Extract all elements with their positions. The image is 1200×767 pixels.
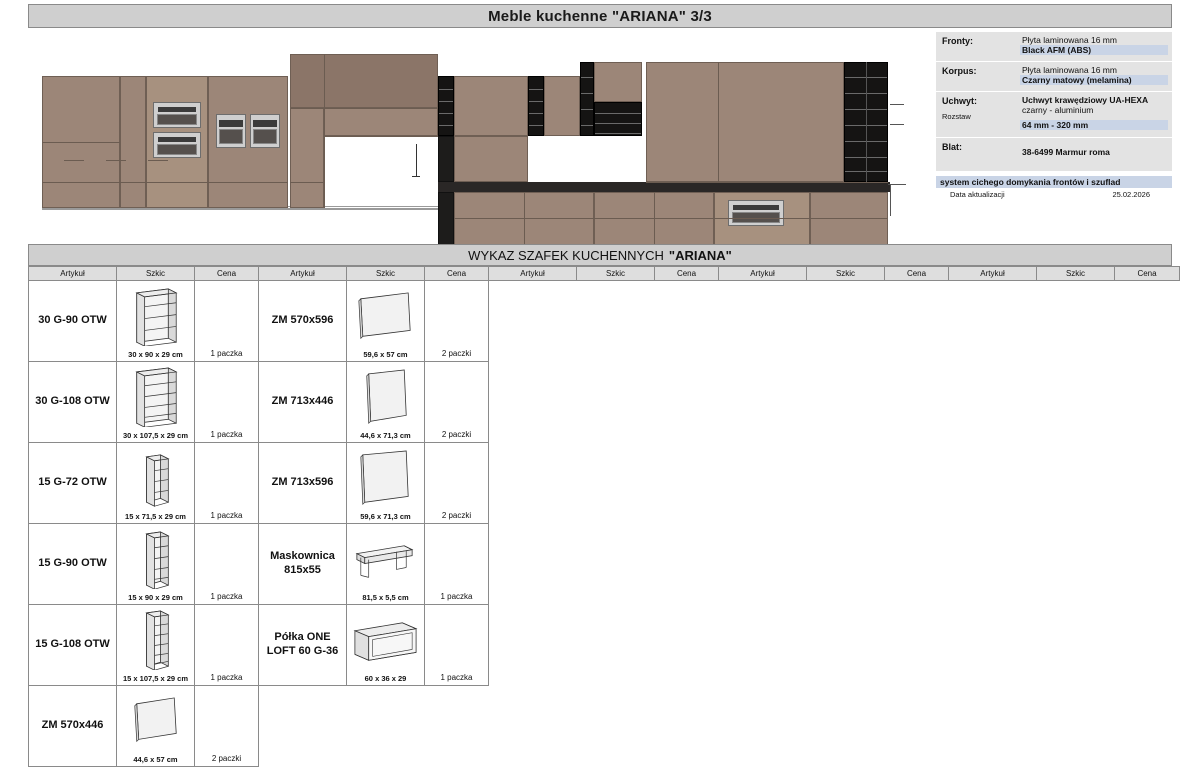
empty-cell bbox=[807, 686, 885, 767]
empty-cell bbox=[489, 524, 577, 605]
table-row bbox=[29, 443, 1180, 524]
spec-label-uchwyt bbox=[936, 92, 1016, 137]
dim-15-g-108-otw: 15 x 107,5 x 29 cm bbox=[122, 674, 189, 683]
oven-lower-glass bbox=[157, 144, 197, 156]
front-panel-wide-icon bbox=[117, 690, 194, 751]
spec-value-uchwyt-line1: Uchwyt krawędziowy UA-HEXA bbox=[1022, 95, 1149, 105]
empty-cell bbox=[1115, 605, 1180, 686]
sketch-30-g-90-otw bbox=[117, 281, 195, 362]
empty-cell bbox=[489, 443, 577, 524]
empty-cell bbox=[1115, 281, 1180, 362]
packs-zm-713x596: 2 paczki bbox=[441, 511, 472, 520]
empty-cell bbox=[577, 281, 655, 362]
spec-value-rozstaw: 64 mm - 320 mm bbox=[1020, 120, 1168, 130]
dimension-arrow-head bbox=[412, 176, 420, 177]
built-in-oven-display bbox=[733, 205, 778, 210]
spec-note-soft-close: system cichego domykania frontów i szuflad bbox=[936, 176, 1172, 188]
empty-cell bbox=[489, 605, 577, 686]
base-cabinet-1 bbox=[454, 136, 528, 182]
price-zm-713x596 bbox=[425, 443, 489, 524]
divider-line-1 bbox=[42, 142, 120, 143]
empty-cell bbox=[1037, 281, 1115, 362]
table-row bbox=[29, 281, 1180, 362]
article-polka-one-loft-60-g-36: Półka ONE LOFT 60 G-36 bbox=[259, 605, 347, 686]
empty-cell bbox=[885, 443, 949, 524]
caption-plain: WYKAZ SZAFEK KUCHENNYCH bbox=[468, 247, 664, 263]
cabinet-list-section bbox=[28, 244, 1172, 767]
packs-15-g-108-otw: 1 paczka bbox=[210, 673, 243, 682]
spec-label-fronty: Fronty: bbox=[936, 32, 1016, 61]
open-shelf-dark-2 bbox=[528, 76, 544, 136]
empty-cell bbox=[655, 443, 719, 524]
table-row bbox=[29, 605, 1180, 686]
front-panel-square-icon bbox=[347, 447, 424, 508]
kitchen-elevation-drawing bbox=[28, 32, 928, 232]
article-zm-570x446: ZM 570x446 bbox=[29, 686, 117, 767]
vertical-seam-2 bbox=[524, 192, 525, 246]
article-30-g-108-otw: 30 G-108 OTW bbox=[29, 362, 117, 443]
dim-zm-713x596: 59,6 x 71,3 cm bbox=[360, 512, 411, 521]
table-row bbox=[29, 686, 1180, 767]
base-cabinet-4 bbox=[810, 192, 888, 246]
narrow-open-shelf-icon bbox=[117, 528, 194, 589]
article-30-g-90-otw: 30 G-90 OTW bbox=[29, 281, 117, 362]
empty-cell bbox=[577, 605, 655, 686]
caption-bold: "ARIANA" bbox=[668, 247, 732, 263]
packs-maskownica-815x55: 1 paczka bbox=[440, 592, 473, 601]
sketch-15-g-72-otw bbox=[117, 443, 195, 524]
article-15-g-72-otw: 15 G-72 OTW bbox=[29, 443, 117, 524]
sketch-zm-570x446 bbox=[117, 686, 195, 767]
packs-zm-570x446: 2 paczki bbox=[211, 754, 242, 763]
price-15-g-72-otw bbox=[195, 443, 259, 524]
empty-cell bbox=[347, 686, 425, 767]
divider-line-5 bbox=[290, 108, 438, 109]
spec-value-fronty-line2: Black AFM (ABS) bbox=[1020, 45, 1168, 55]
wall-cabinet-3 bbox=[594, 62, 642, 102]
sketch-zm-570x596 bbox=[347, 281, 425, 362]
edge-tick-4 bbox=[890, 184, 891, 216]
microwave-left-glass bbox=[219, 129, 244, 144]
empty-cell bbox=[1037, 605, 1115, 686]
divider-line-4 bbox=[290, 182, 324, 183]
empty-cell bbox=[719, 362, 807, 443]
oven-lower-display bbox=[158, 137, 197, 142]
dark-filler-1 bbox=[438, 136, 454, 182]
dim-maskownica-815x55: 81,5 x 5,5 cm bbox=[362, 593, 409, 602]
empty-cell bbox=[1115, 443, 1180, 524]
price-30-g-90-otw bbox=[195, 281, 259, 362]
empty-cell bbox=[577, 524, 655, 605]
dim-zm-713x446: 44,6 x 71,3 cm bbox=[360, 431, 411, 440]
microwave-left bbox=[216, 114, 246, 148]
front-panel-wide-icon bbox=[347, 285, 424, 346]
spec-value-korpus bbox=[1016, 62, 1172, 91]
front-panel-tall-icon bbox=[347, 366, 424, 427]
specification-panel bbox=[936, 32, 1172, 240]
oven-upper-display bbox=[158, 107, 197, 112]
packs-zm-570x596: 2 paczki bbox=[441, 349, 472, 358]
price-15-g-90-otw bbox=[195, 524, 259, 605]
col-article-4: Artykuł bbox=[719, 267, 807, 281]
empty-cell bbox=[719, 281, 807, 362]
col-sketch-5: Szkic bbox=[1037, 267, 1115, 281]
spec-row-uchwyt bbox=[936, 92, 1172, 138]
dimension-arrow bbox=[416, 144, 417, 176]
oven-upper-glass bbox=[157, 114, 197, 126]
dim-zm-570x446: 44,6 x 57 cm bbox=[133, 755, 178, 764]
dim-15-g-90-otw: 15 x 90 x 29 cm bbox=[128, 593, 183, 602]
edge-tick-2 bbox=[890, 124, 904, 125]
empty-cell bbox=[577, 443, 655, 524]
empty-cell bbox=[807, 443, 885, 524]
col-sketch-4: Szkic bbox=[807, 267, 885, 281]
empty-cell bbox=[655, 686, 719, 767]
empty-cell bbox=[949, 524, 1037, 605]
col-price-2: Cena bbox=[425, 267, 489, 281]
empty-cell bbox=[425, 686, 489, 767]
spec-value-korpus-line1: Płyta laminowana 16 mm bbox=[1022, 65, 1117, 75]
upper-cabinet-block bbox=[290, 54, 438, 108]
empty-cell bbox=[949, 605, 1037, 686]
upper-cabinet-block-lower bbox=[324, 108, 438, 136]
microwave-right-display bbox=[253, 120, 277, 127]
sketch-polka-one-loft-60-g-36 bbox=[347, 605, 425, 686]
sketch-15-g-108-otw bbox=[117, 605, 195, 686]
empty-cell bbox=[807, 362, 885, 443]
open-box-shelf-icon bbox=[347, 609, 424, 670]
handle-line-1 bbox=[64, 160, 84, 161]
microwave-right bbox=[250, 114, 280, 148]
empty-cell bbox=[489, 362, 577, 443]
wall-cabinet-2 bbox=[544, 76, 580, 136]
empty-cell bbox=[655, 281, 719, 362]
packs-zm-713x446: 2 paczki bbox=[441, 430, 472, 439]
divider-line-8 bbox=[646, 182, 888, 183]
worktop-band-right bbox=[438, 182, 890, 192]
spec-value-uchwyt bbox=[1016, 92, 1172, 137]
spec-row-blat bbox=[936, 138, 1172, 172]
empty-cell bbox=[1037, 362, 1115, 443]
tall-open-shelf-icon bbox=[117, 285, 194, 346]
empty-cell bbox=[1115, 362, 1180, 443]
empty-cell bbox=[719, 443, 807, 524]
col-article-1: Artykuł bbox=[29, 267, 117, 281]
divider-line-7 bbox=[454, 218, 888, 219]
empty-cell bbox=[807, 605, 885, 686]
sketch-zm-713x446 bbox=[347, 362, 425, 443]
spec-label-korpus: Korpus: bbox=[936, 62, 1016, 91]
packs-30-g-108-otw: 1 paczka bbox=[210, 430, 243, 439]
spec-value-blat-line1: 38-6499 Marmur roma bbox=[1022, 147, 1110, 157]
sketch-15-g-90-otw bbox=[117, 524, 195, 605]
vertical-seam-5 bbox=[866, 62, 867, 182]
empty-cell bbox=[489, 686, 577, 767]
packs-30-g-90-otw: 1 paczka bbox=[210, 349, 243, 358]
empty-cell bbox=[949, 686, 1037, 767]
empty-cell bbox=[719, 524, 807, 605]
spec-date-value: 25.02.2026 bbox=[1112, 190, 1150, 199]
packs-polka-one-loft-60-g-36: 1 paczka bbox=[440, 673, 473, 682]
tall-cabinet-left-2 bbox=[120, 76, 146, 208]
empty-cell bbox=[1115, 686, 1180, 767]
empty-cell bbox=[655, 524, 719, 605]
spec-value-fronty bbox=[1016, 32, 1172, 61]
dim-30-g-108-otw: 30 x 107,5 x 29 cm bbox=[122, 431, 189, 440]
dim-15-g-72-otw: 15 x 71,5 x 29 cm bbox=[125, 512, 186, 521]
dim-30-g-90-otw: 30 x 90 x 29 cm bbox=[128, 350, 183, 359]
article-15-g-108-otw: 15 G-108 OTW bbox=[29, 605, 117, 686]
empty-cell bbox=[949, 281, 1037, 362]
spec-date-row bbox=[936, 188, 1172, 199]
empty-cell bbox=[719, 605, 807, 686]
price-zm-570x446 bbox=[195, 686, 259, 767]
dim-polka-one-loft-60-g-36: 60 x 36 x 29 bbox=[364, 674, 407, 683]
divider-line-3 bbox=[208, 182, 288, 183]
spec-value-blat bbox=[1016, 138, 1172, 171]
empty-cell bbox=[885, 524, 949, 605]
col-price-1: Cena bbox=[195, 267, 259, 281]
microwave-right-glass bbox=[253, 129, 278, 144]
empty-cell bbox=[489, 281, 577, 362]
empty-cell bbox=[1115, 524, 1180, 605]
vertical-seam-3 bbox=[654, 192, 655, 246]
spec-value-korpus-line2: Czarny matowy (melamina) bbox=[1020, 75, 1168, 85]
page-title: Meble kuchenne "ARIANA" 3/3 bbox=[488, 7, 712, 25]
divider-line-2 bbox=[42, 182, 208, 183]
col-price-3: Cena bbox=[655, 267, 719, 281]
price-30-g-108-otw bbox=[195, 362, 259, 443]
article-zm-713x446: ZM 713x446 bbox=[259, 362, 347, 443]
tall-cabinet-right bbox=[646, 62, 844, 182]
handle-line-2 bbox=[106, 160, 126, 161]
sketch-zm-713x596 bbox=[347, 443, 425, 524]
col-article-2: Artykuł bbox=[259, 267, 347, 281]
dim-zm-570x596: 59,6 x 57 cm bbox=[363, 350, 408, 359]
empty-cell bbox=[719, 686, 807, 767]
col-article-3: Artykuł bbox=[489, 267, 577, 281]
col-sketch-2: Szkic bbox=[347, 267, 425, 281]
sketch-maskownica-815x55 bbox=[347, 524, 425, 605]
price-15-g-108-otw bbox=[195, 605, 259, 686]
empty-cell bbox=[885, 686, 949, 767]
narrow-open-shelf-icon bbox=[117, 609, 194, 670]
cabinet-list-table bbox=[28, 266, 1180, 767]
tall-cabinet-center-left bbox=[290, 108, 324, 208]
open-shelf-dark-4 bbox=[594, 102, 642, 136]
empty-cell bbox=[577, 686, 655, 767]
spec-label-rozstaw: Rozstaw bbox=[942, 112, 971, 121]
empty-cell bbox=[1037, 443, 1115, 524]
col-sketch-1: Szkic bbox=[117, 267, 195, 281]
table-header-row bbox=[29, 267, 1180, 281]
tall-open-shelf-icon bbox=[117, 366, 194, 427]
article-zm-570x596: ZM 570x596 bbox=[259, 281, 347, 362]
spec-label-blat: Blat: bbox=[936, 138, 1016, 171]
empty-cell bbox=[885, 605, 949, 686]
empty-cell bbox=[807, 524, 885, 605]
handle-line-3 bbox=[148, 160, 168, 161]
oven-upper bbox=[153, 102, 201, 128]
spec-date-label: Data aktualizacji bbox=[950, 190, 1005, 199]
col-price-5: Cena bbox=[1115, 267, 1180, 281]
col-article-5: Artykuł bbox=[949, 267, 1037, 281]
price-maskownica-815x55 bbox=[425, 524, 489, 605]
price-polka-one-loft-60-g-36 bbox=[425, 605, 489, 686]
col-sketch-3: Szkic bbox=[577, 267, 655, 281]
dark-base-filler bbox=[438, 192, 454, 246]
price-zm-713x446 bbox=[425, 362, 489, 443]
sketch-30-g-108-otw bbox=[117, 362, 195, 443]
spec-value-uchwyt-line2: czarny - aluminium bbox=[1022, 105, 1094, 115]
col-price-4: Cena bbox=[885, 267, 949, 281]
spec-row-fronty bbox=[936, 32, 1172, 62]
packs-15-g-72-otw: 1 paczka bbox=[210, 511, 243, 520]
table-row bbox=[29, 524, 1180, 605]
built-in-oven bbox=[728, 200, 784, 226]
empty-cell bbox=[885, 281, 949, 362]
spec-label-uchwyt-main: Uchwyt: bbox=[942, 96, 978, 106]
open-shelf-dark-1 bbox=[438, 76, 454, 136]
empty-cell bbox=[949, 362, 1037, 443]
wall-cabinet-1 bbox=[454, 76, 528, 136]
empty-cell bbox=[1037, 524, 1115, 605]
empty-cell bbox=[1037, 686, 1115, 767]
divider-line-6 bbox=[324, 136, 438, 137]
empty-cell bbox=[949, 443, 1037, 524]
article-maskownica-815x55: Maskownica 815x55 bbox=[259, 524, 347, 605]
edge-tick-1 bbox=[890, 104, 904, 105]
packs-15-g-90-otw: 1 paczka bbox=[210, 592, 243, 601]
spec-value-fronty-line1: Płyta laminowana 16 mm bbox=[1022, 35, 1117, 45]
document-title-bar bbox=[28, 4, 1172, 28]
cabinet-list-caption bbox=[28, 244, 1172, 266]
table-row bbox=[29, 362, 1180, 443]
empty-cell bbox=[577, 362, 655, 443]
oven-lower bbox=[153, 132, 201, 158]
empty-cell bbox=[259, 686, 347, 767]
price-zm-570x596 bbox=[425, 281, 489, 362]
empty-cell bbox=[655, 605, 719, 686]
open-shelf-dark-3 bbox=[580, 62, 594, 136]
spec-row-korpus bbox=[936, 62, 1172, 92]
microwave-left-display bbox=[219, 120, 243, 127]
empty-cell bbox=[655, 362, 719, 443]
filler-strip-icon bbox=[347, 528, 424, 589]
empty-cell bbox=[885, 362, 949, 443]
narrow-open-shelf-icon bbox=[117, 447, 194, 508]
vertical-seam-4 bbox=[718, 62, 719, 182]
article-zm-713x596: ZM 713x596 bbox=[259, 443, 347, 524]
vertical-seam-1 bbox=[324, 54, 325, 208]
article-15-g-90-otw: 15 G-90 OTW bbox=[29, 524, 117, 605]
empty-cell bbox=[807, 281, 885, 362]
